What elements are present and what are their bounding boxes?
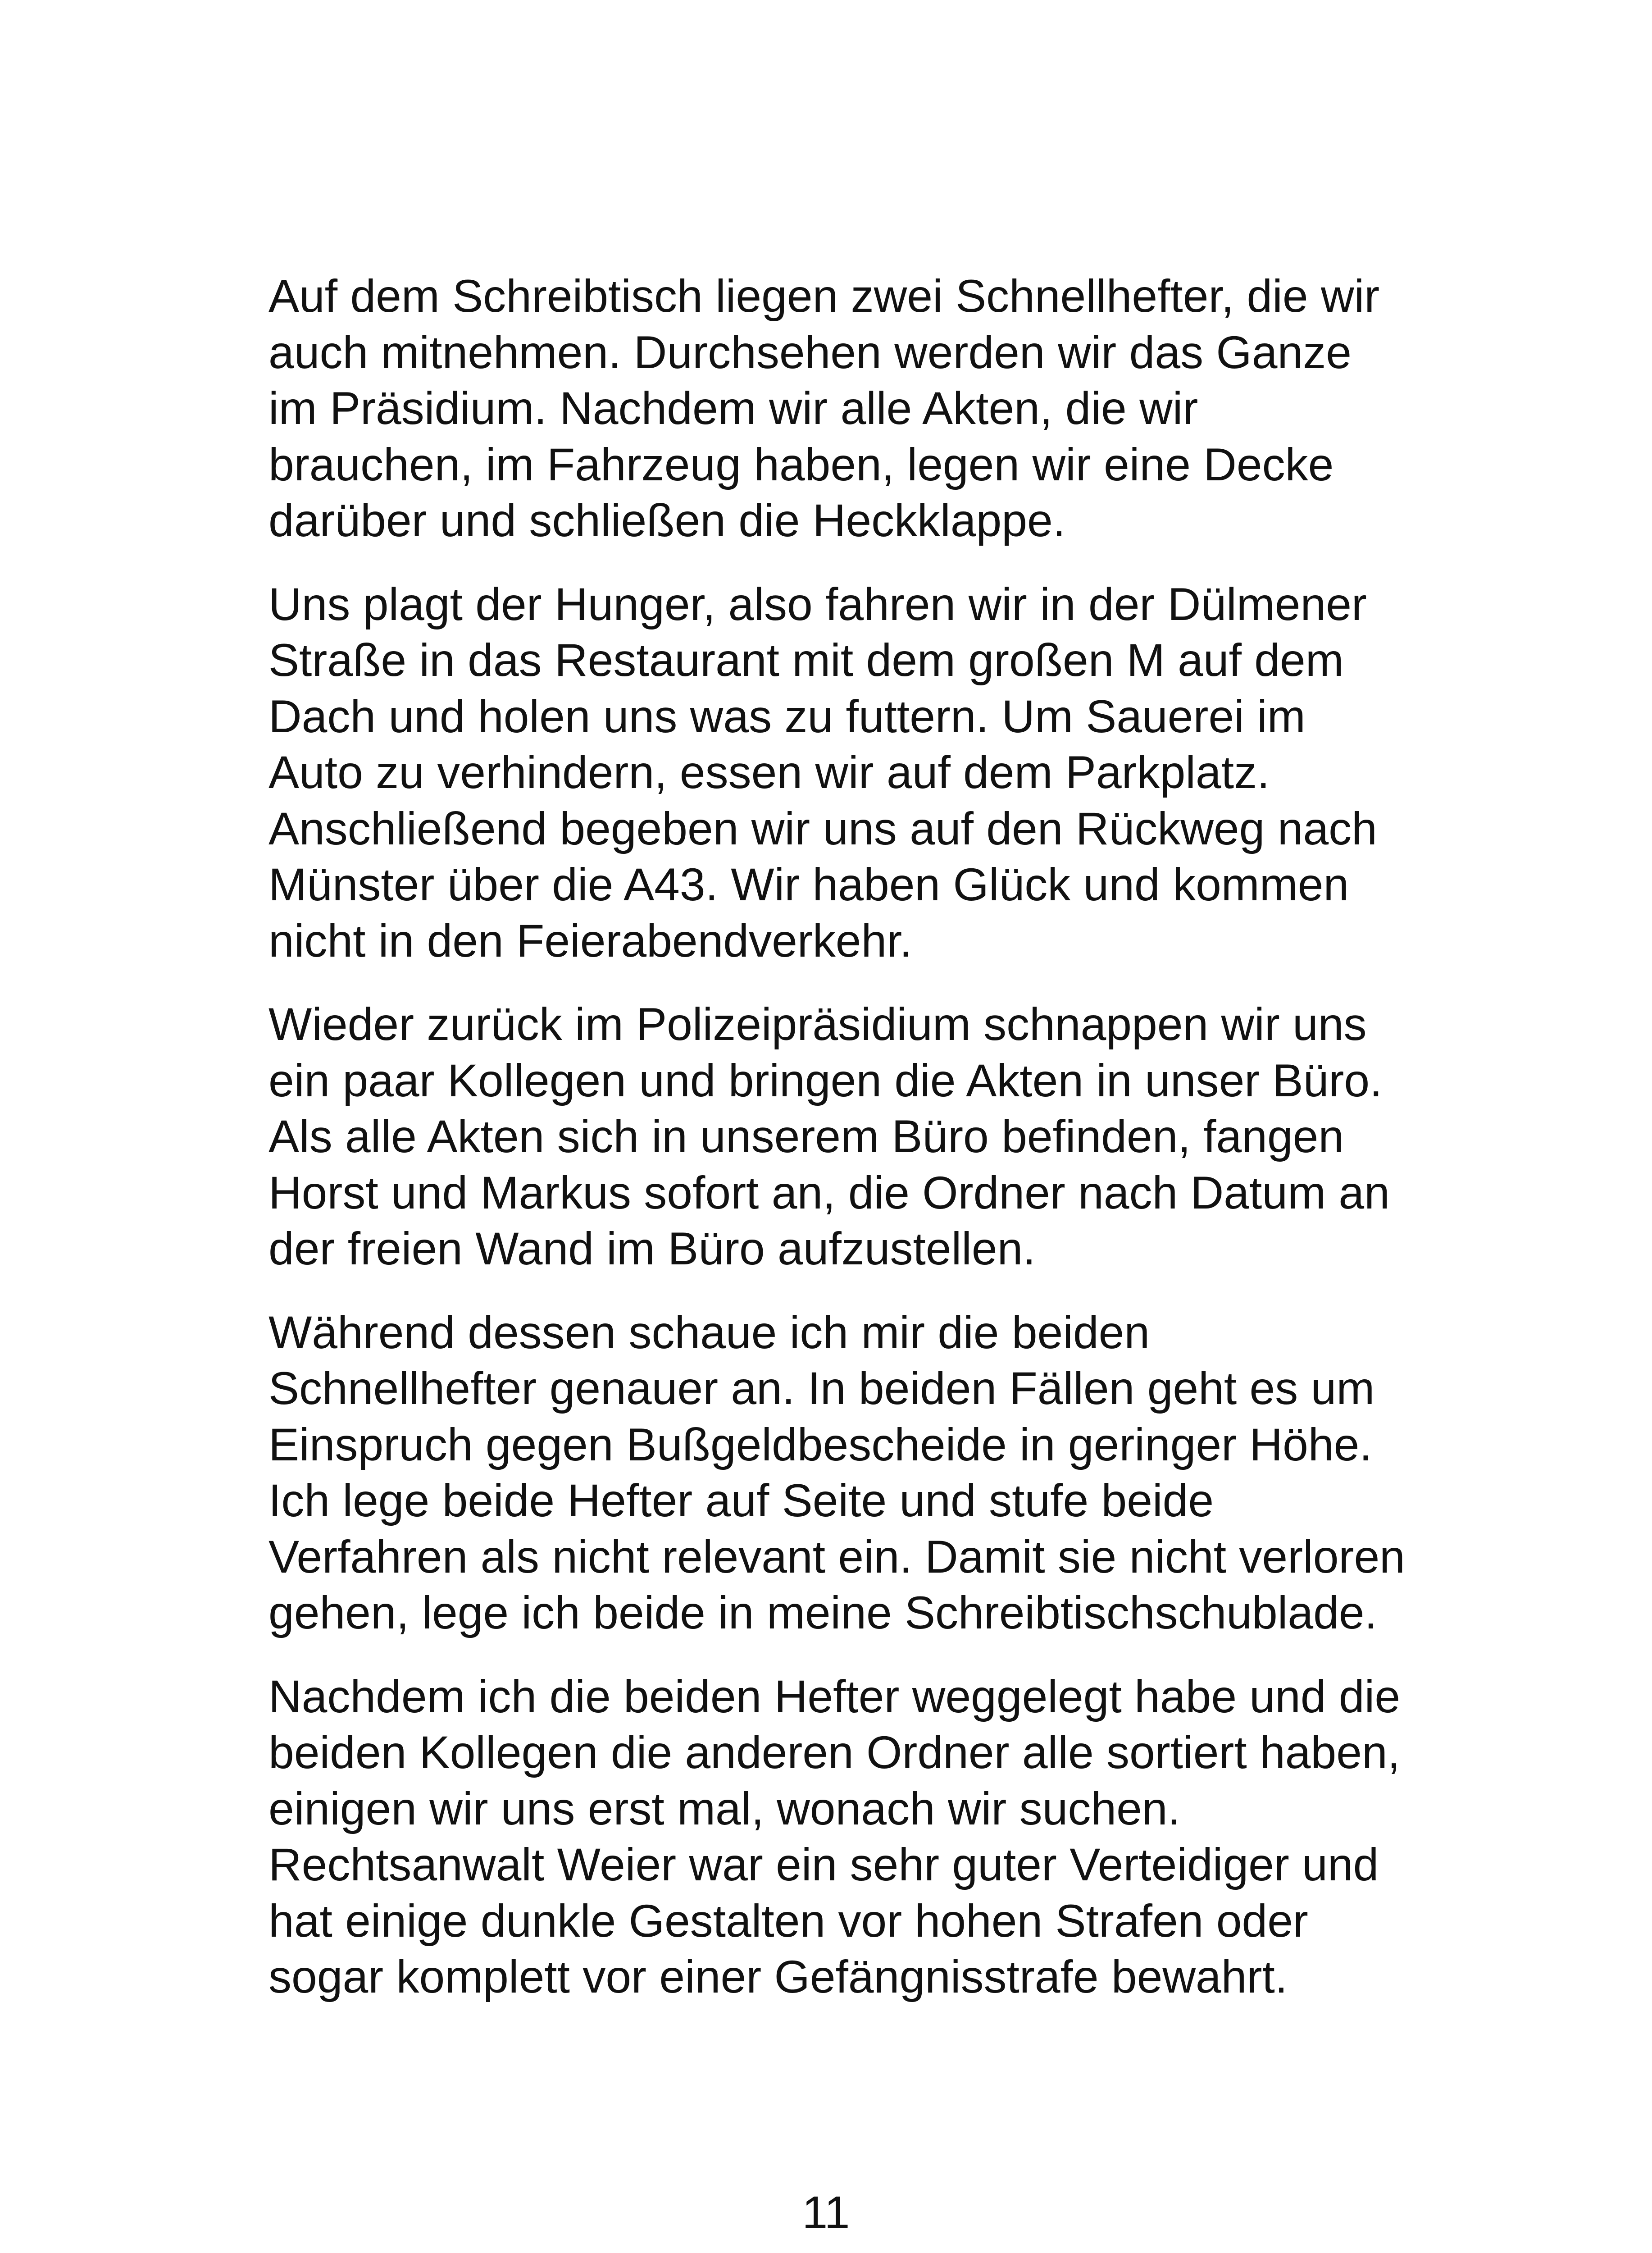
text-line: Uns plagt der Hunger, also fahren wir in der Dülmener [269, 578, 1367, 630]
text-line: Rechtsanwalt Weier war ein sehr guter Verteidiger und [269, 1839, 1379, 1890]
text-line: Anschließend begeben wir uns auf den Rückweg nach [269, 803, 1377, 854]
paragraph-3 [269, 996, 1422, 1277]
text-line: Als alle Akten sich in unserem Büro befinden, fangen [269, 1111, 1344, 1162]
text-line: ein paar Kollegen und bringen die Akten in unser Büro. [269, 1054, 1383, 1106]
text-line: Einspruch gegen Bußgeldbescheide in geringer Höhe. [269, 1418, 1372, 1470]
text-line: Münster über die A43. Wir haben Glück und kommen [269, 859, 1349, 910]
text-line: Horst und Markus sofort an, die Ordner nach Datum an [269, 1167, 1390, 1218]
text-line: Dach und holen uns was zu futtern. Um Sauerei im [269, 690, 1306, 742]
text-line: Verfahren als nicht relevant ein. Damit sie nicht verloren [269, 1531, 1405, 1583]
text-line: Schnellhefter genauer an. In beiden Fällen geht es um [269, 1363, 1375, 1414]
text-line: nicht in den Feierabendverkehr. [269, 915, 912, 967]
text-line: Auto zu verhindern, essen wir auf dem Parkplatz. [269, 747, 1270, 798]
text-line: Straße in das Restaurant mit dem großen M auf dem [269, 634, 1344, 686]
text-line: auch mitnehmen. Durchsehen werden wir das Ganze [269, 326, 1352, 378]
text-line: Nachdem ich die beiden Hefter weggelegt habe und die [269, 1670, 1401, 1722]
text-line: einigen wir uns erst mal, wonach wir suchen. [269, 1783, 1180, 1834]
text-line: brauchen, im Fahrzeug haben, legen wir eine Decke [269, 438, 1334, 490]
text-line: der freien Wand im Büro aufzustellen. [269, 1223, 1036, 1274]
text-line: gehen, lege ich beide in meine Schreibtischschublade. [269, 1587, 1377, 1638]
body-text [269, 268, 1422, 2033]
text-line: im Präsidium. Nachdem wir alle Akten, die wir [269, 383, 1198, 434]
paragraph-1 [269, 268, 1422, 549]
page-number: 11 [802, 2187, 850, 2238]
text-line: Auf dem Schreibtisch liegen zwei Schnellhefter, die wir [269, 270, 1380, 322]
text-line: Wieder zurück im Polizeipräsidium schnappen wir uns [269, 999, 1367, 1050]
text-line: hat einige dunkle Gestalten vor hohen Strafen oder [269, 1895, 1308, 1947]
paragraph-4 [269, 1304, 1422, 1641]
paragraph-5 [269, 1669, 1422, 2005]
text-line: Ich lege beide Hefter auf Seite und stufe beide [269, 1475, 1214, 1526]
text-line: Während dessen schaue ich mir die beiden [269, 1306, 1150, 1358]
text-line: darüber und schließen die Heckklappe. [269, 495, 1066, 546]
text-line: sogar komplett vor einer Gefängnisstrafe bewahrt. [269, 1951, 1288, 2002]
paragraph-2 [269, 576, 1422, 969]
text-line: beiden Kollegen die anderen Ordner alle sortiert haben, [269, 1727, 1401, 1778]
